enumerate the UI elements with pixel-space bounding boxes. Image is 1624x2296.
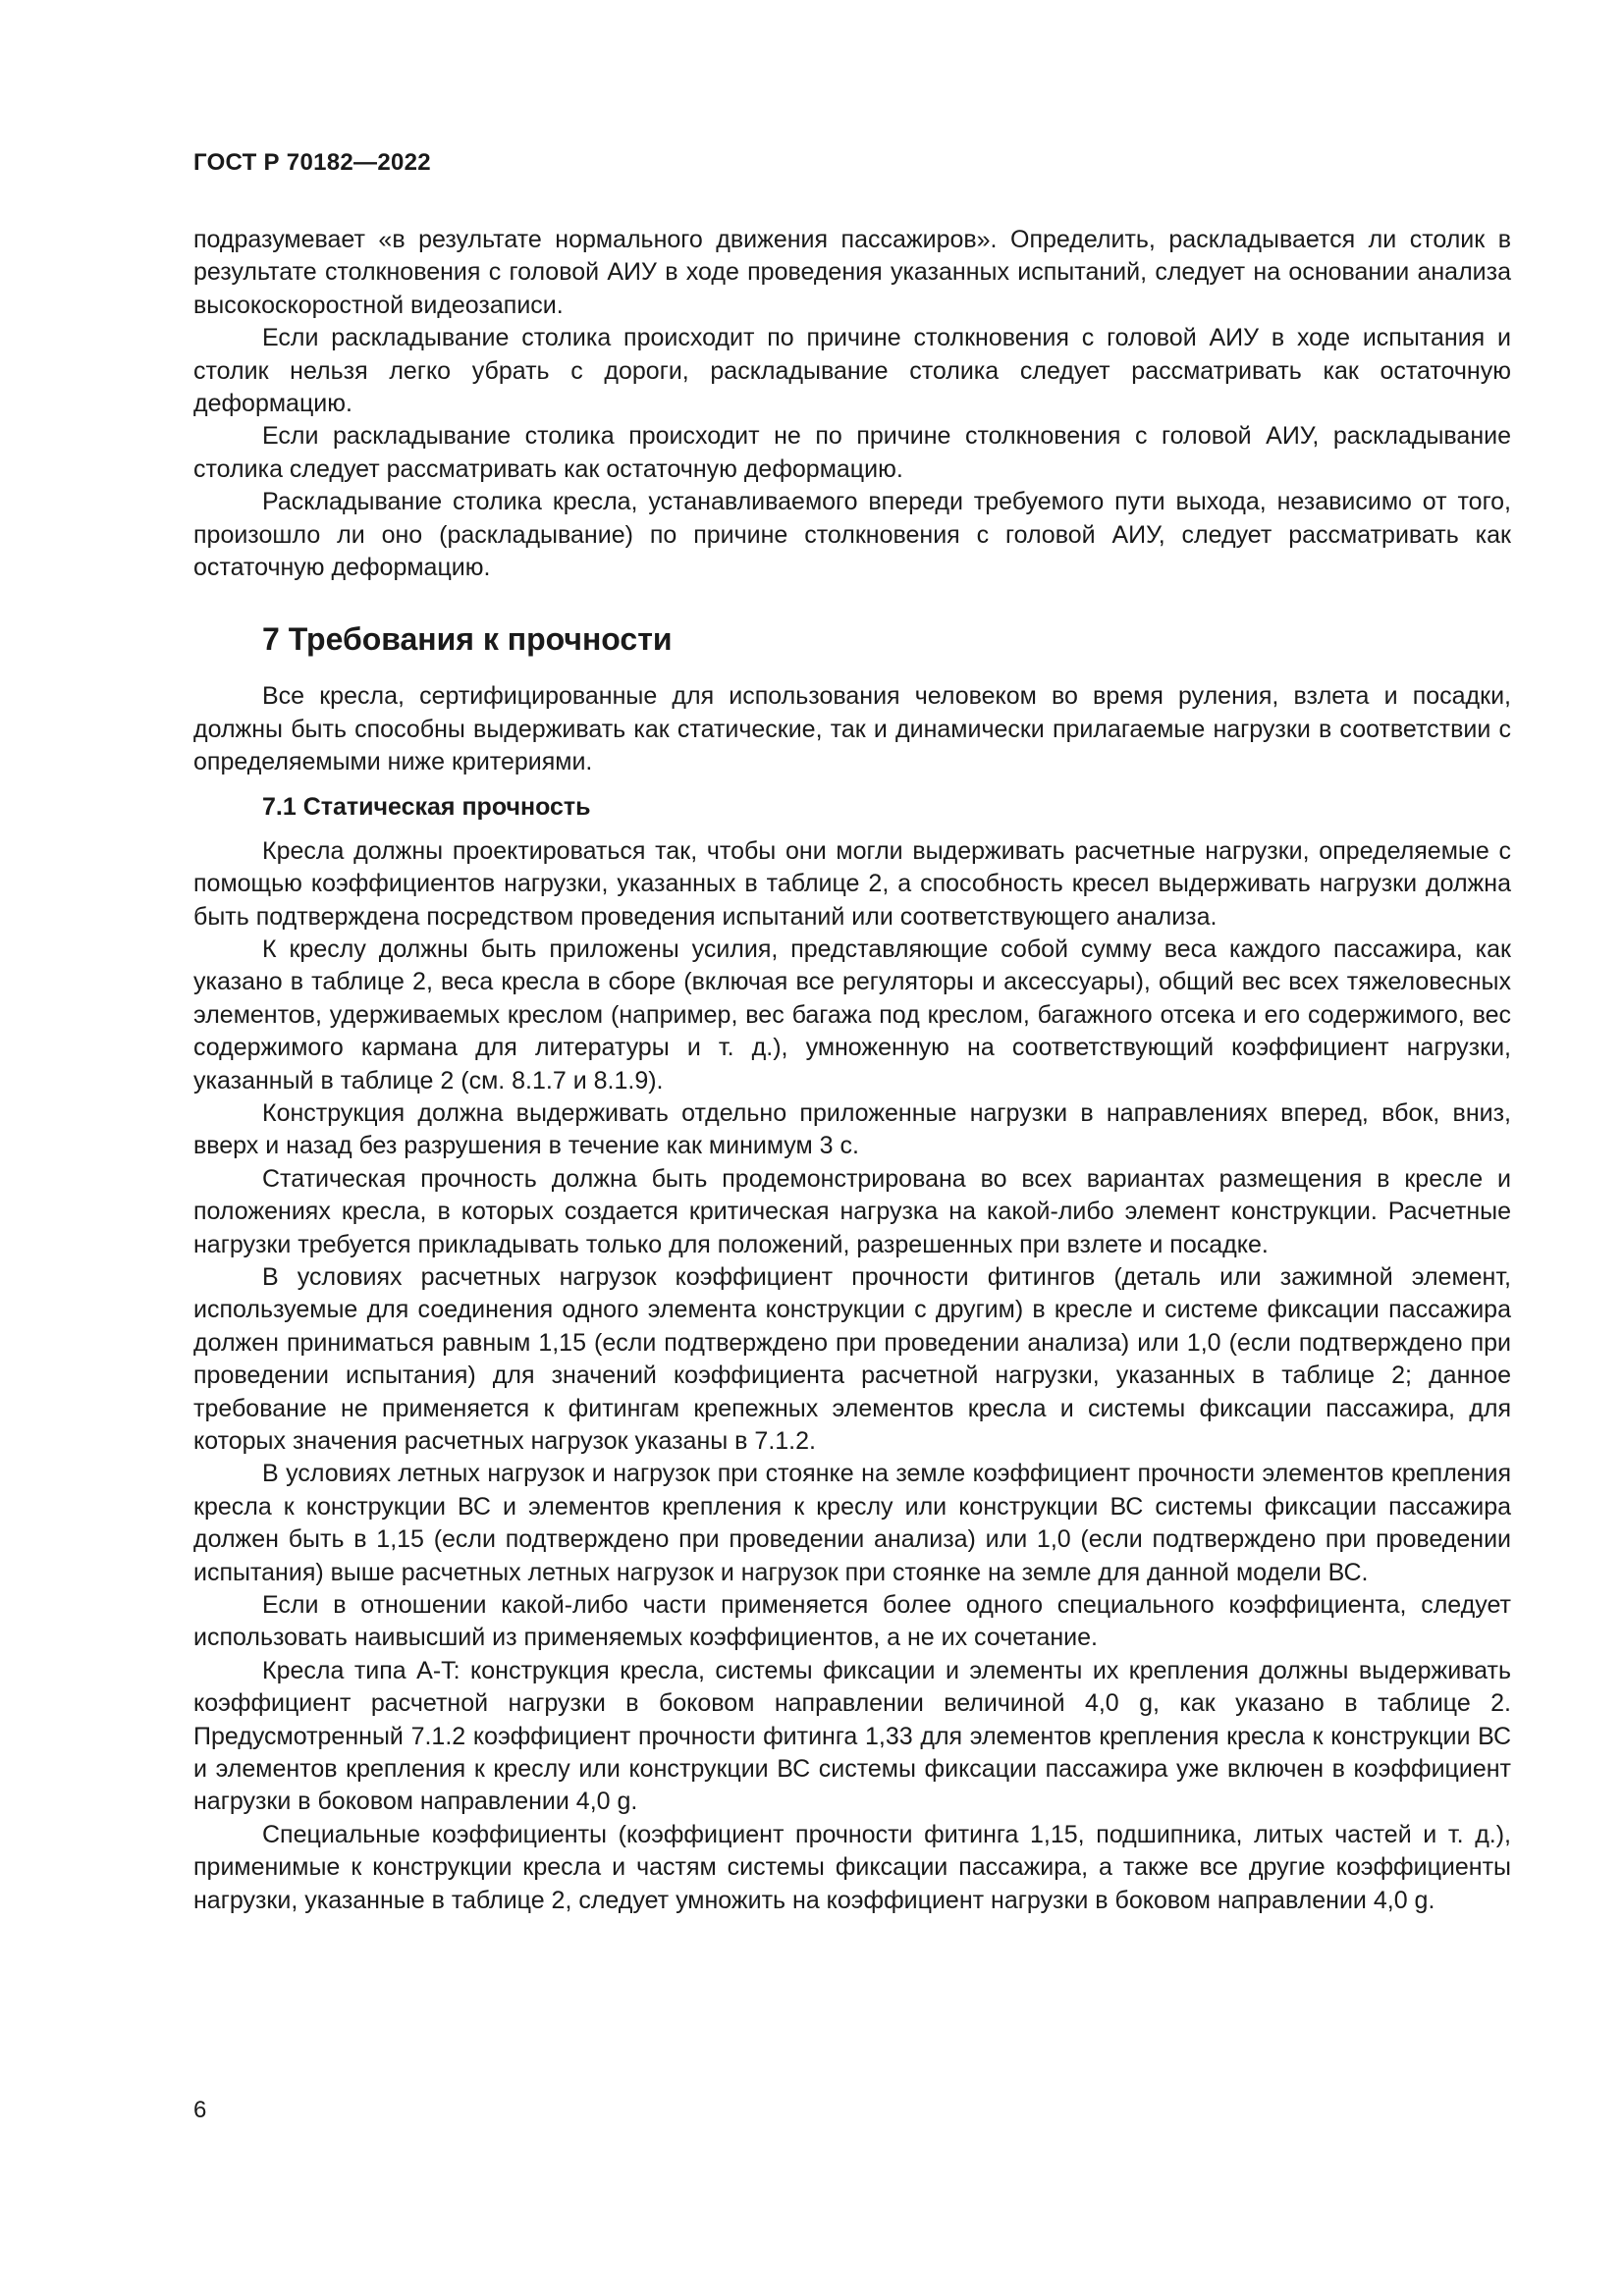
paragraph: Если в отношении какой-либо части применяется более одного специального коэффициента, следует использовать наивысший из применяемых коэффициентов, а не их сочетание. (193, 1591, 1511, 1652)
paragraph: Если раскладывание столика происходит не по причине столкновения с головой АИУ, раскладывание столика следует рассматривать как остаточную деформацию. (193, 422, 1511, 483)
paragraph: Кресла должны проектироваться так, чтобы они могли выдерживать расчетные нагрузки, определяемые с помощью коэффициентов нагрузки, указанных в таблице 2, а способность кресел выдерживать нагрузки должна быть подтверждена посредством проведения испытаний или соответствующего анализа. (193, 836, 1511, 931)
paragraph: К креслу должны быть приложены усилия, представляющие собой сумму веса каждого пассажира, как указано в таблице 2, веса кресла в сборе (включая все регуляторы и аксессуары), общий вес всех тяжеловесных элементов, удерживаемых креслом (например, вес багажа под креслом, багажного отсека и его содержимого, вес содержимого кармана для литературы и т. д.), умноженную на соответствующий коэффициент нагрузки, указанный в таблице 2 (см. 8.1.7 и 8.1.9). (193, 934, 1511, 1095)
document-header: ГОСТ Р 70182—2022 (193, 149, 431, 176)
paragraph: Если раскладывание столика происходит по причине столкновения с головой АИУ в ходе испытания и столик нельзя легко убрать с дороги, раскладывание столика следует рассматривать как остаточную деформацию. (193, 324, 1511, 418)
paragraph: Специальные коэффициенты (коэффициент прочности фитинга 1,15, подшипника, литых частей и т. д.), применимые к конструкции кресла и частям системы фиксации пассажира, а также все другие коэффициенты нагрузки, указанные в таблице 2, следует умножить на коэффициент нагрузки в боковом направлении 4,0 g. (193, 1820, 1511, 1914)
section-heading: 7 Требования к прочности (262, 621, 673, 658)
paragraph: Кресла типа A-T: конструкция кресла, системы фиксации и элементы их крепления должны выдерживать коэффициент расчетной нагрузки в боковом направлении величиной 4,0 g, как указано в таблице 2. Предусмотренный 7.1.2 коэффициент прочности фитинга 1,33 для элементов крепления кресла к конструкции ВС и элементов крепления к креслу или конструкции ВС системы фиксации пассажира уже включен в коэффициент нагрузки в боковом направлении 4,0 g. (193, 1656, 1511, 1816)
subsection-heading: 7.1 Статическая прочность (262, 792, 591, 821)
paragraph: подразумевает «в результате нормального движения пассажиров». Определить, раскладывается ли столик в результате столкновения с головой АИУ в ходе проведения указанных испытаний, следует на основании анализа высокоскоростной видеозаписи. (193, 226, 1511, 319)
paragraph: Раскладывание столика кресла, устанавливаемого впереди требуемого пути выхода, независимо от того, произошло ли оно (раскладывание) по причине столкновения с головой АИУ, следует рассматривать как остаточную деформацию. (193, 488, 1511, 582)
page-number: 6 (193, 2097, 207, 2123)
paragraph: Статическая прочность должна быть продемонстрирована во всех вариантах размещения в кресле и положениях кресла, в которых создается критическая нагрузка на какой-либо элемент конструкции. Расчетные нагрузки требуется прикладывать только для положений, разрешенных при взлете и посадке. (193, 1164, 1511, 1258)
paragraph: Все кресла, сертифицированные для использования человеком во время руления, взлета и посадки, должны быть способны выдерживать как статические, так и динамически прилагаемые нагрузки в соответствии с определяемыми ниже критериями. (193, 682, 1511, 776)
paragraph: В условиях летных нагрузок и нагрузок при стоянке на земле коэффициент прочности элементов крепления кресла к конструкции ВС и элементов крепления к креслу или конструкции ВС системы фиксации пассажира должен быть в 1,15 (если подтверждено при проведении анализа) или 1,0 (если подтверждено при проведении испытания) выше расчетных летных нагрузок и нагрузок при стоянке на земле для данной модели ВС. (193, 1460, 1511, 1586)
document-body (193, 224, 1511, 1917)
paragraph: Конструкция должна выдерживать отдельно приложенные нагрузки в направлениях вперед, вбок, вниз, вверх и назад без разрушения в течение как минимум 3 с. (193, 1098, 1511, 1160)
paragraph: В условиях расчетных нагрузок коэффициент прочности фитингов (деталь или зажимной элемент, используемые для соединения одного элемента конструкции с другим) в кресле и системе фиксации пассажира должен приниматься равным 1,15 (если подтверждено при проведении анализа) или 1,0 (если подтверждено при проведении испытания) для значений коэффициента расчетной нагрузки, указанных в таблице 2; данное требование не применяется к фитингам крепежных элементов кресла и системы фиксации пассажира, для которых значения расчетных нагрузок указаны в 7.1.2. (193, 1262, 1511, 1455)
